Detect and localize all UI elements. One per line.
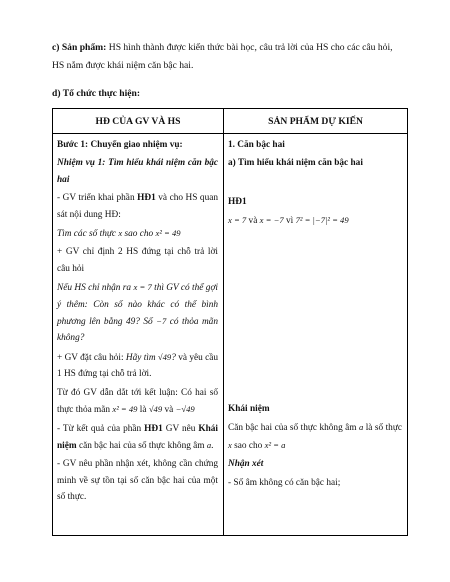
math-equation: x² = 49 [155,228,181,239]
nhan-xet-item: - Số âm không có căn bậc hai; [228,477,341,488]
text-run: là [137,405,149,416]
math-equation: 7² = |−7|² = 49 [295,215,349,226]
section-1-heading: 1. Căn bậc hai [228,140,285,150]
text-run: là số thực [363,423,402,434]
text-run: Căn bậc hai của số thực không âm [228,423,359,434]
san-pham-paragraph [52,39,407,75]
gv-chi-dinh: + GV chỉ định 2 HS đứng tại chỗ trả lời câu hỏi [57,247,218,274]
header-san-pham: SẢN PHẨM DỰ KIẾN [224,109,408,134]
san-pham-label: c) Sản phẩm: [52,42,107,53]
left-cell [53,134,224,536]
khai-niem-definition [228,419,402,454]
text-run: sao cho [231,440,265,451]
hd1-answer-block [228,194,402,232]
text-run: Từ đó GV dẫn dắt tới kết luận: Có hai số thực thỏa mãn [57,387,218,416]
text-run: thì GV có thể gợi ý thêm: Còn số nào khác có thể bình phương lên bằng 49? Số [57,283,218,328]
table-header-row [53,109,408,134]
gv-dat-cau-hoi [57,349,218,383]
text-run: và [246,216,260,227]
hd1-ref: HĐ1 [137,193,156,204]
text-run: ? [171,352,176,363]
math-equation: x = 7 [133,282,152,293]
math-equation: x = 7 [228,215,247,226]
math-var: a [358,422,364,433]
text-run: vì [283,216,296,227]
text-run: và [162,405,176,416]
text-run: có thỏa mãn không? [57,317,218,344]
math-equation: x = −7 [259,215,284,226]
text-run: sao cho [122,229,156,240]
text-run: Tìm các số thực [57,229,119,240]
section-a-heading: a) Tìm hiểu khái niệm căn bậc hai [228,158,363,169]
text-run: - GV triển khai phần [57,193,138,204]
math-value: −7 [156,316,167,327]
text-run: Hãy tìm [125,352,158,363]
text-run: Nếu HS chỉ nhận ra [57,283,134,294]
to-chuc-heading: d) Tổ chức thực hiện: [52,88,141,99]
gv-neu-nhan-xet: - GV nêu phần nhận xét, không cần chứng minh về sự tồn tại số căn bậc hai của một số thực. [57,459,218,503]
tu-ket-qua [57,421,218,455]
gv-trien-khai [57,190,218,223]
nhiem-vu-heading: Nhiệm vụ 1: Tìm hiểu khái niệm căn bậc hai [57,158,218,185]
math-var: x [118,228,123,239]
neu-hs-chi [57,279,218,347]
math-sqrt: −√49 [175,404,195,415]
text-run: và yêu cầu 1 HS đứng tại chỗ trả lời. [57,352,218,380]
text-run: và cho HS quan sát nội dung HĐ: [57,193,219,220]
header-hd-gv-hs: HĐ CỦA GV VÀ HS [53,109,224,134]
tim-cac-so-thuc [57,225,218,242]
khai-niem-ref: Khái niệm [57,423,218,451]
hd1-answer [228,212,402,229]
hd1-ref: HĐ1 [144,423,163,434]
text-run: căn bậc hai của số thực không âm [76,440,207,451]
khai-niem-heading: Khái niệm [228,404,270,414]
text-run: + GV đặt câu hỏi: [57,352,126,363]
math-equation: x² = 49 [112,404,138,415]
math-var: x [228,439,232,450]
text-run: - Từ kết quả của phần [57,423,145,434]
text-run: GV nêu [162,423,199,434]
math-var: a [206,439,212,450]
tu-do-ket-luan [57,385,218,419]
text-run: . [211,440,214,451]
right-heading-block [228,137,402,174]
math-sqrt: √49 [157,351,172,362]
table-body-row [53,134,408,536]
math-equation: x² = a [264,439,286,450]
right-cell [224,134,408,536]
buoc1-heading: Bước 1: Chuyển giao nhiệm vụ: [57,140,183,150]
hd1-heading: HĐ1 [228,197,247,207]
activity-table [52,108,408,536]
khai-niem-block [228,401,402,493]
math-sqrt: √49 [148,404,163,415]
san-pham-text: HS hình thành được kiến thức bài học, câu trả lời của HS cho các câu hỏi, HS nắm được khái niệm căn bậc hai. [52,42,393,71]
nhan-xet-heading: Nhận xét [228,459,264,470]
